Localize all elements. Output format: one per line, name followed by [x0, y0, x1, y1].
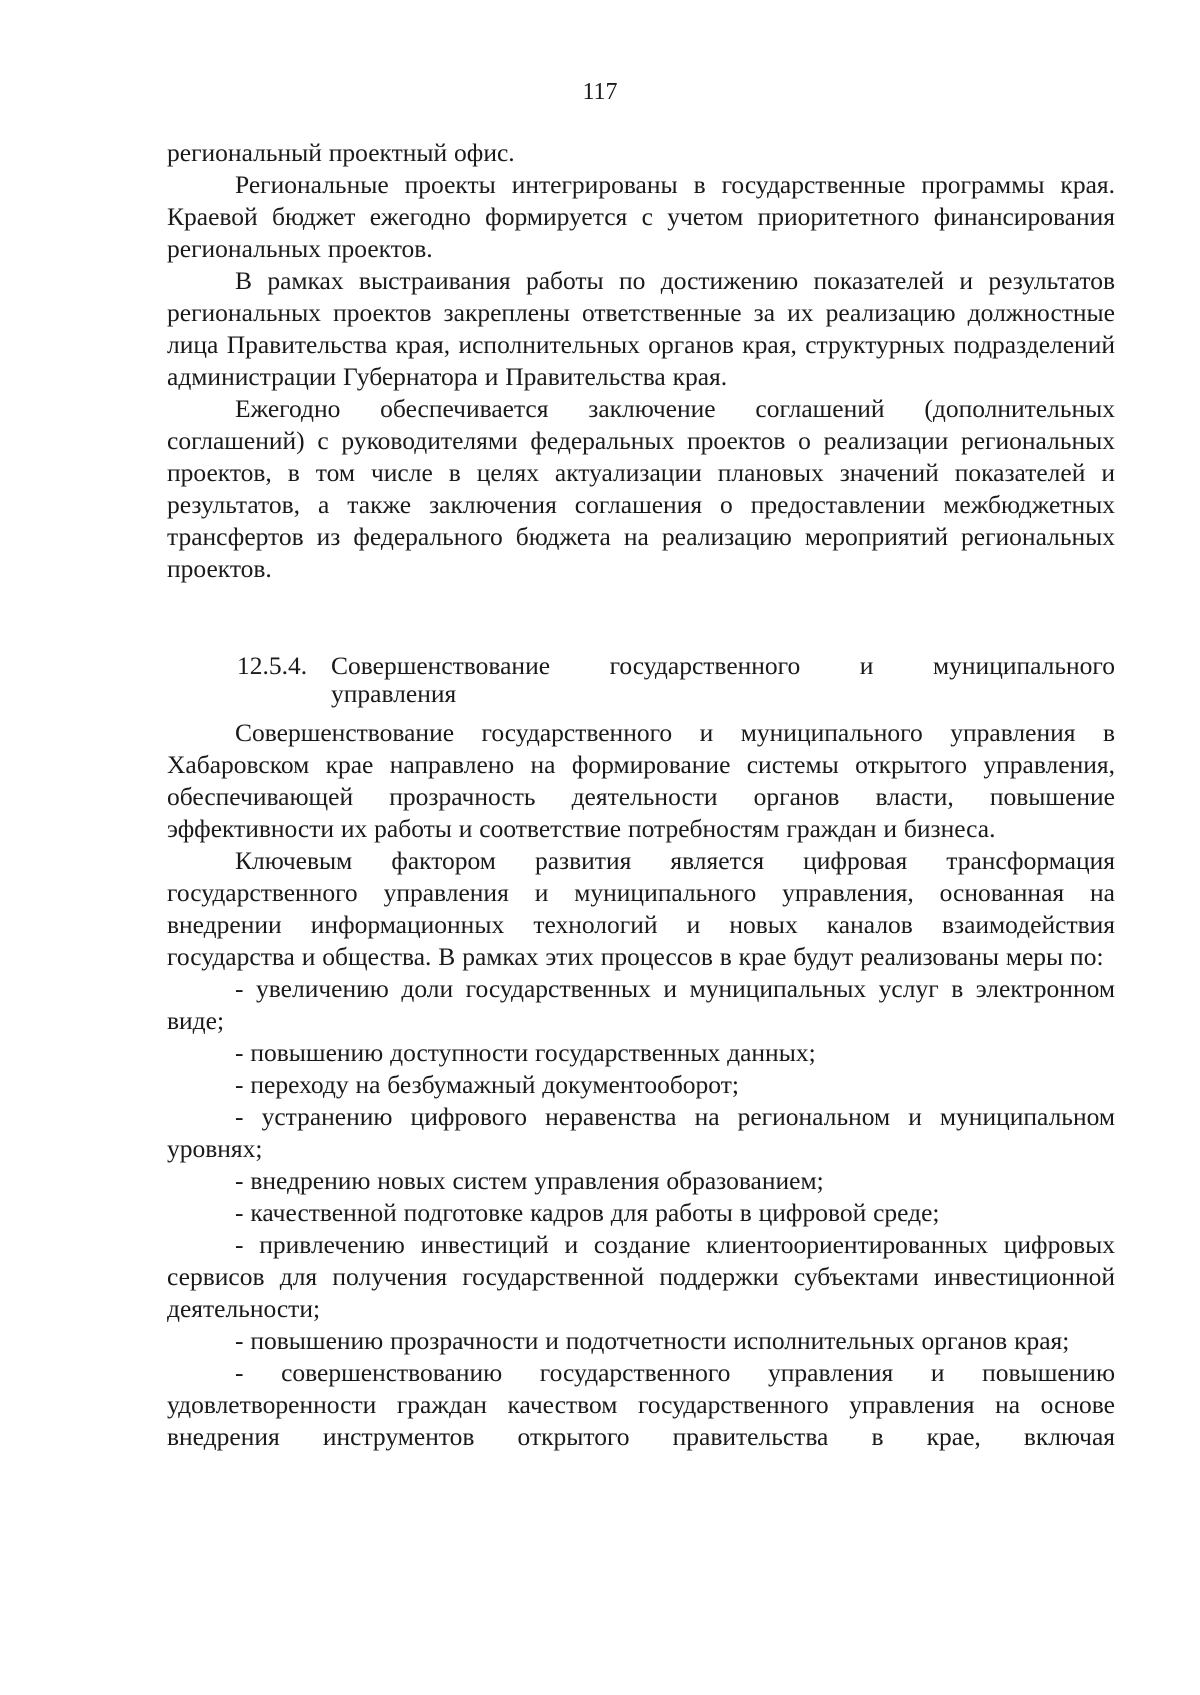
list-item: - совершенствованию государственного управления и повышению удовлетворенности граждан качеством государственного управления на основе внедрения инструментов открытого правительства в крае, включая	[167, 1358, 1115, 1451]
list-item: - устранению цифрового неравенства на региональном и муниципальном уровнях;	[167, 1102, 1115, 1163]
paragraph: Совершенствование государственного и муниципального управления в Хабаровском крае направлено на формирование системы открытого управления, обеспечивающей прозрачность деятельности органов власти, повышение эффективности их работы и соответствие потребностям граждан и бизнеса.	[167, 718, 1115, 843]
paragraph: Ключевым фактором развития является цифровая трансформация государственного управления и муниципального управления, основанная на внедрении информационных технологий и новых каналов взаимодействия государства и общества. В рамках этих процессов в крае будут реализованы меры по:	[167, 846, 1115, 971]
section-title-line-2: управления	[331, 679, 457, 708]
paragraph: региональный проектный офис.	[167, 138, 515, 167]
list-item: - внедрению новых систем управления образованием;	[235, 1166, 824, 1195]
list-item: - повышению доступности государственных данных;	[235, 1038, 816, 1067]
section-number: 12.5.4.	[237, 651, 308, 680]
section-title	[331, 652, 1115, 708]
section-title-line-1: Совершенствование государственного и муниципального	[331, 651, 1115, 680]
text-block-regional-projects	[167, 137, 1115, 585]
paragraph: Ежегодно обеспечивается заключение соглашений (дополнительных соглашений) с руководителями федеральных проектов о реализации региональных проектов, в том числе в целях актуализации плановых значений показателей и результатов, а также заключения соглашения о предоставлении межбюджетных трансфертов из федерального бюджета на реализацию мероприятий региональных проектов.	[167, 394, 1115, 583]
list-item: - увеличению доли государственных и муниципальных услуг в электронном виде;	[167, 974, 1115, 1035]
list-item: - качественной подготовке кадров для работы в цифровой среде;	[235, 1198, 940, 1227]
paragraph: Региональные проекты интегрированы в государственные программы края. Краевой бюджет ежегодно формируется с учетом приоритетного финансирования региональных проектов.	[167, 170, 1115, 263]
text-block-public-administration	[167, 717, 1115, 1453]
paragraph: В рамках выстраивания работы по достижению показателей и результатов региональных проектов закреплены ответственные за их реализацию должностные лица Правительства края, исполнительных органов края, структурных подразделений администрации Губернатора и Правительства края.	[167, 266, 1115, 391]
list-item: - повышению прозрачности и подотчетности исполнительных органов края;	[235, 1326, 1070, 1355]
page-number: 117	[582, 79, 618, 105]
list-item: - привлечению инвестиций и создание клиентоориентированных цифровых сервисов для получения государственной поддержки субъектами инвестиционной деятельности;	[167, 1230, 1115, 1323]
list-item: - переходу на безбумажный документооборот;	[235, 1070, 739, 1099]
